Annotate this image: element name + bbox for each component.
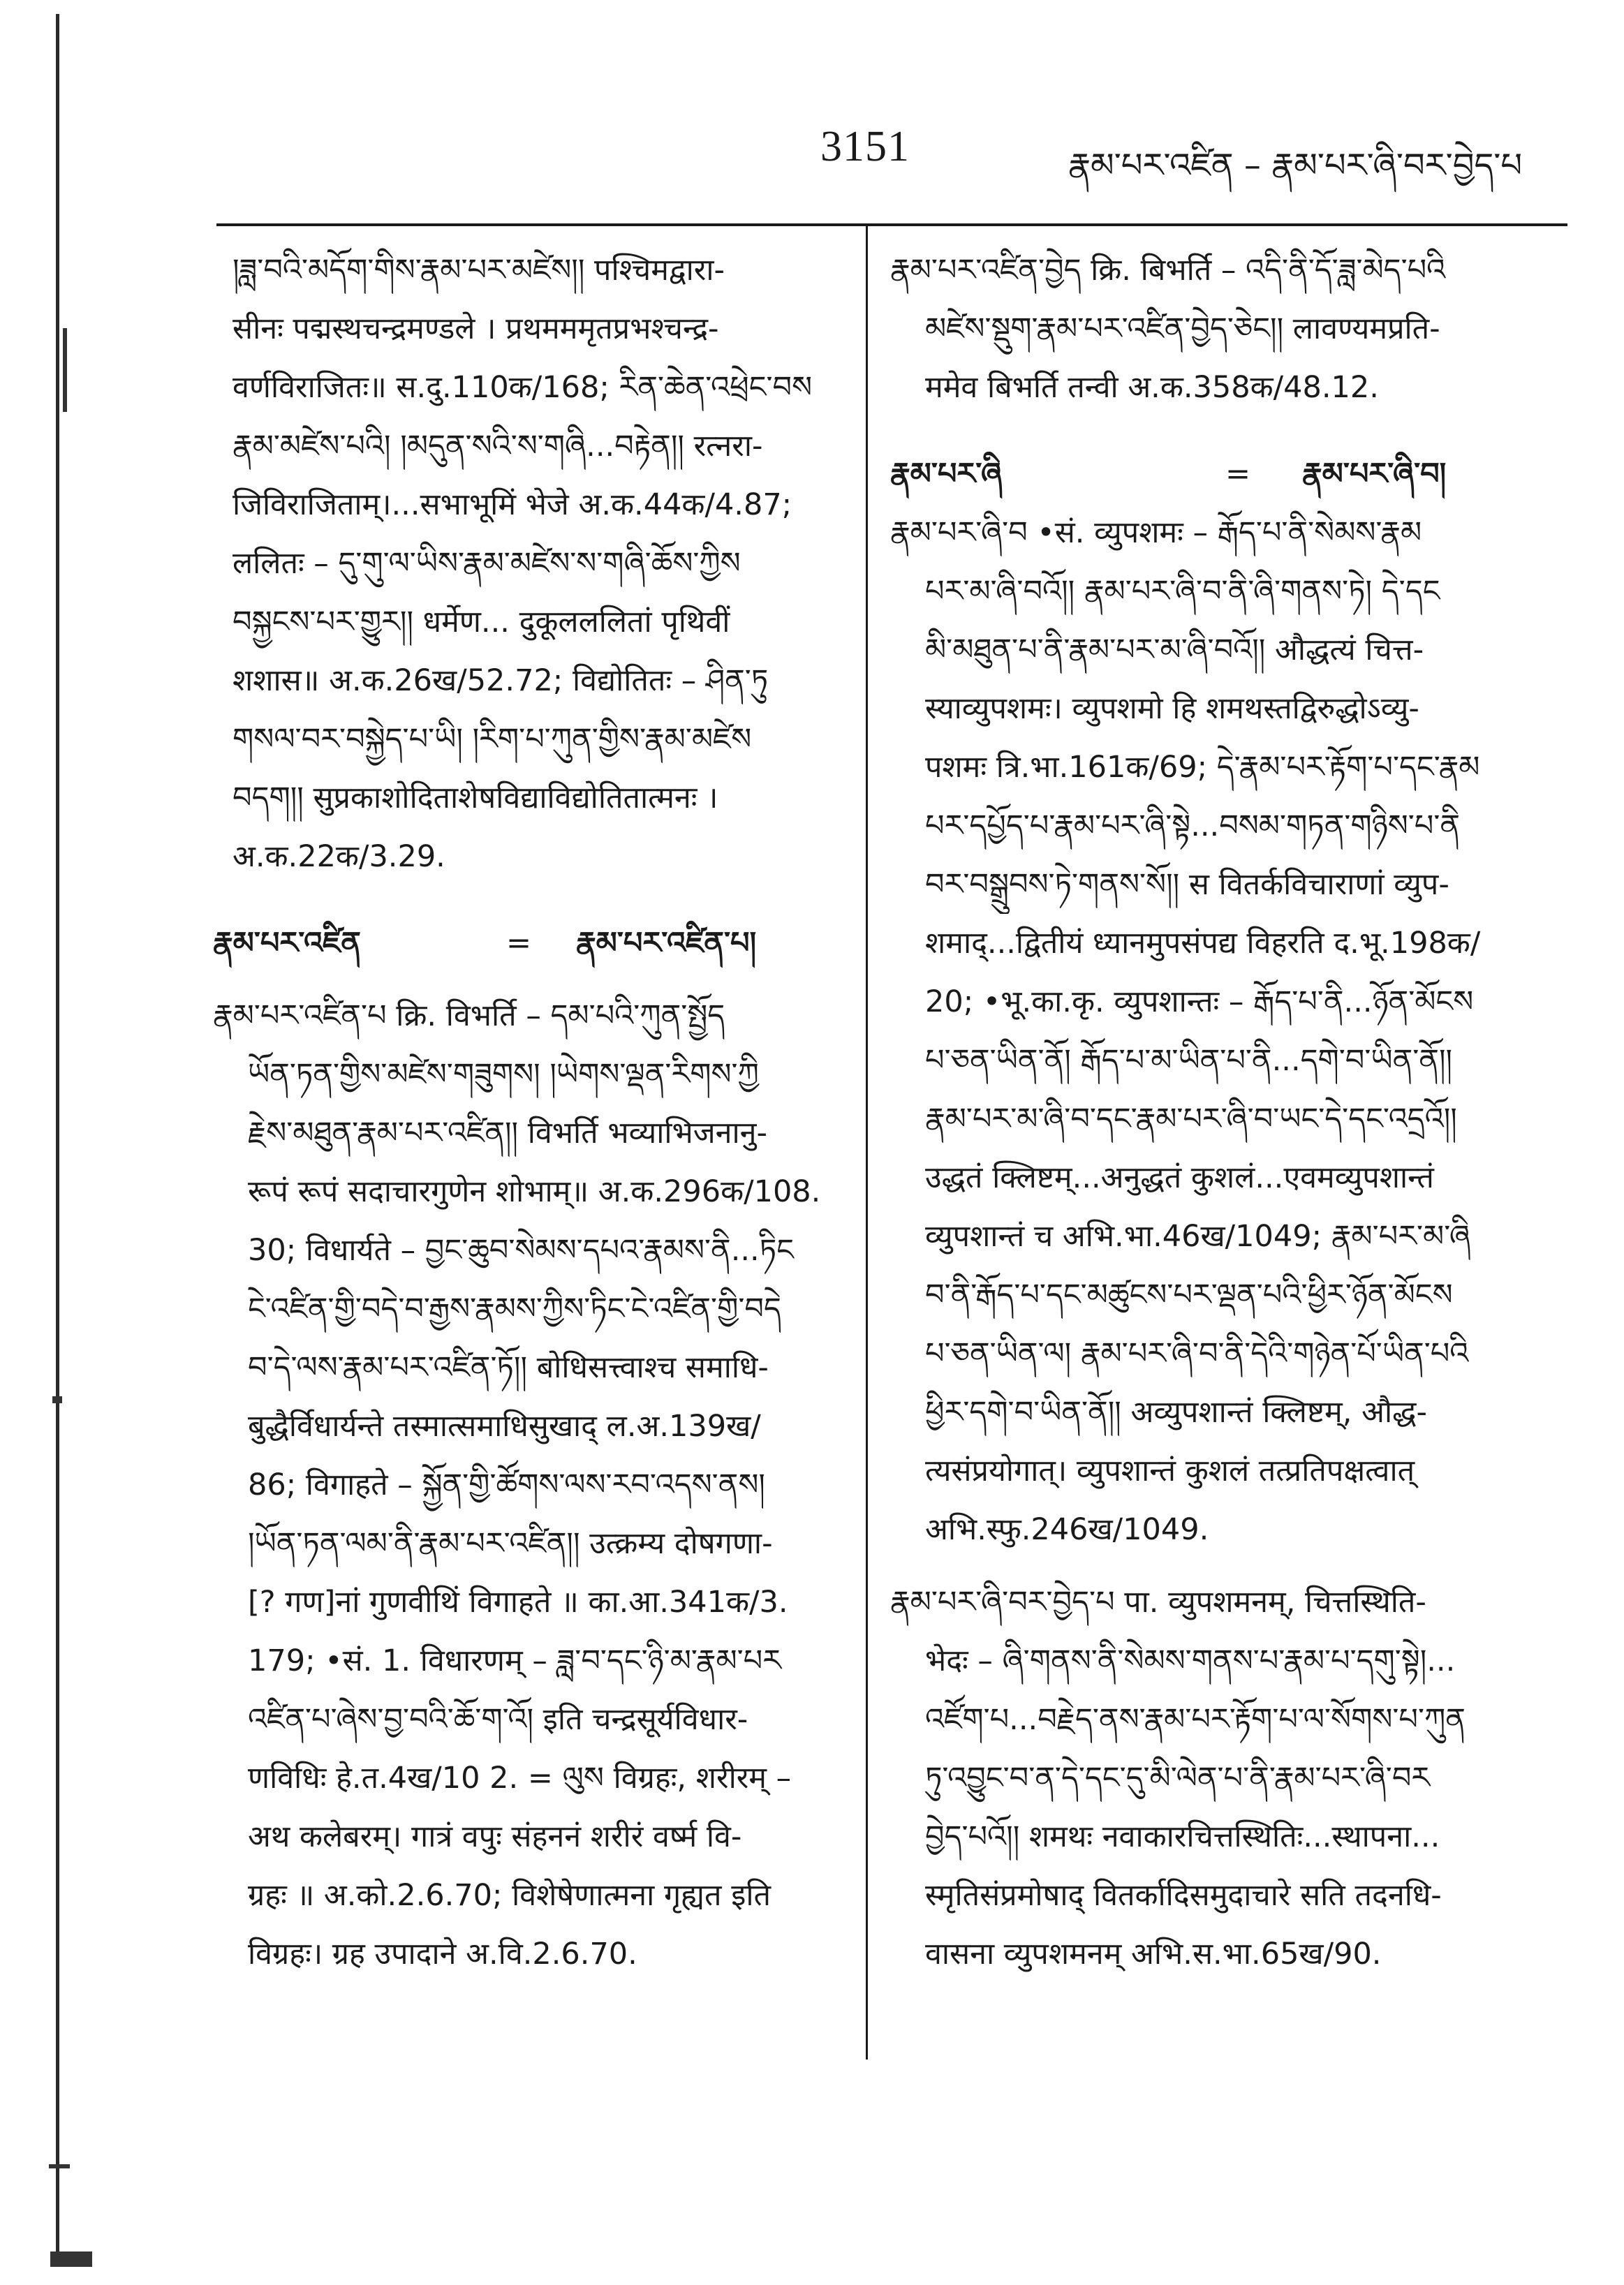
text-line: पशमः त्रि.भा.161क/69; དེ་རྣམ་པར་རྟོག་པ་དང་རྣམ <box>925 750 1480 785</box>
text-line: ཏུ་འབྱུང་བ་ན་དེ་དང་དུ་མི་ལེན་པ་ནི་རྣམ་པར་ཞི་བར <box>925 1761 1431 1796</box>
text-line: །ཟླ་བའི་མདོག་གིས་རྣམ་པར་མཛེས།། पश्चिमद्वारा- <box>232 253 725 288</box>
entry-gap <box>213 886 841 914</box>
equals-sign: = <box>506 926 532 961</box>
text-line: स्मृतिसंप्रमोषाद् वितर्कादिसमुदाचारे सति तदनधि- <box>925 1878 1442 1913</box>
text-line: རྣམ་པར་ཞི་བ •सं. व्युपशमः – རྒོད་པ་ནི་སེམས་རྣམ <box>890 515 1422 550</box>
text-line: འཛོག་པ...བརྗེད་ནས་རྣམ་པར་རྟོག་པ་ལ་སོགས་པ་ཀུན <box>925 1702 1466 1737</box>
text-line: འཛིན་པ་ཞེས་བྱ་བའི་ཆོ་ག་འོ། इति चन्द्रसूर्यविधार- <box>248 1702 748 1737</box>
scan-edge-mark <box>50 2251 92 2267</box>
text-line: །ཡོན་ཏན་ལམ་ནི་རྣམ་པར་འཛིན།། उत्क्रम्य दोषगणा- <box>248 1526 773 1561</box>
text-line: གསལ་བར་བསྐྱེད་པ་ཡི། །རིག་པ་ཀུན་གྱིས་རྣམ་མཛེས <box>232 722 752 757</box>
running-head: རྣམ་པར་འཛིན – རྣམ་པར་ཞི་བར་བྱེད་པ <box>1068 146 1523 185</box>
headword-term: རྣམ་པར་འཛིན <box>213 926 361 961</box>
text-line: པར་མ་ཞི་བའོ།། རྣམ་པར་ཞི་བ་ནི་ཞི་གནས་ཏེ། དེ་དང <box>925 574 1440 609</box>
headword-term: རྣམ་པར་ཞི <box>890 457 1003 491</box>
text-line: 179; •सं. 1. विधारणम् – ཟླ་བ་དང་ཉི་མ་རྣམ་པར <box>248 1643 782 1678</box>
entry-gap <box>213 973 841 986</box>
text-line: अभि.स्फु.246ख/1049. <box>925 1512 1209 1547</box>
text-line: བ་ནི་རྒོད་པ་དང་མཚུངས་པར་ལྡན་པའི་ཕྱིར་ཉོན་མོངས <box>925 1278 1453 1312</box>
text-line: རྗེས་མཐུན་རྣམ་པར་འཛིན།། विभर्ति भव्याभिजनानु- <box>248 1116 768 1151</box>
text-line: व्युपशान्तं च अभि.भा.46ख/1049; རྣམ་པར་མ་ཞི <box>925 1219 1471 1254</box>
text-line: རྣམ་པར་འཛིན་བྱེད क्रि. बिभर्ति – འདི་ནི་དོ་ཟླ་མེད་པའི <box>890 253 1446 288</box>
text-line: མི་མཐུན་པ་ནི་རྣམ་པར་མ་ཞི་བའོ།། औद्धत्यं चित्त- <box>925 633 1424 667</box>
text-line: ललितः – དུ་གུ་ལ་ཡིས་རྣམ་མཛེས་ས་གཞི་ཆོས་ཀྱིས <box>232 546 741 581</box>
crossref-target: རྣམ་པར་འཛིན་པ། <box>576 926 757 961</box>
header-rule <box>216 223 1567 226</box>
text-line: जिविराजिताम्।...सभाभूमिं भेजे अ.क.44क/4.87; <box>232 487 792 522</box>
text-line: ग्रहः ॥ अ.को.2.6.70; विशेषेणात्मना गृह्यत इति <box>248 1878 771 1913</box>
text-line: རྣམ་མཛེས་པའི། །མདུན་སའི་ས་གཞི...བརྟེན།། रत्नरा- <box>232 429 763 464</box>
text-line: उद्धतं क्लिष्टम्...अनुद्धतं कुशलं...एवमव्युपशान्तं <box>925 1160 1434 1195</box>
page-number: 3151 <box>820 123 910 170</box>
text-line: णविधिः हे.त.4ख/10 2. = ལུས विग्रहः, शरीरम् – <box>248 1761 792 1796</box>
text-line: 86; विगाहते – སྐྱོན་གྱི་ཚོགས་ལས་རབ་འདས་ནས། <box>248 1467 765 1502</box>
scan-edge-line <box>56 14 59 2255</box>
headword-crossref <box>213 914 841 973</box>
equals-sign: = <box>1225 457 1251 491</box>
column-divider <box>866 223 868 2060</box>
text-line: རྣམ་པར་ཞི་བར་བྱེད་པ पा. व्युपशमनम्, चित्तस्थिति- <box>890 1585 1426 1620</box>
entry-gap <box>890 1559 1571 1573</box>
text-line: ममेव बिभर्ति तन्वी अ.क.358क/48.12. <box>925 370 1379 405</box>
headword-crossref <box>890 445 1571 503</box>
text-line: བྱེད་པའོ།། शमथः नवाकारचित्तस्थितिः...स्थापना... <box>925 1819 1440 1854</box>
text-line: अथ कलेबरम्। गात्रं वपुः संहननं शरीरं वर्ष्म वि- <box>248 1819 742 1854</box>
text-line: བསྐྱངས་པར་གྱུར།། धर्मेण... दुकूलललितां पृथिवीं <box>232 605 730 639</box>
text-line: རྣམ་པར་མ་ཞི་བ་དང་རྣམ་པར་ཞི་བ་ཡང་དེ་དང་འདྲའོ།། <box>925 1102 1457 1137</box>
text-line: ཕྱིར་དགེ་བ་ཡིན་ནོ།། अव्युपशान्तं क्लिष्टम्, औद्ध- <box>925 1395 1427 1430</box>
scan-edge-mark <box>52 1396 62 1403</box>
text-line: བར་བསྒྲུབས་ཏེ་གནས་སོ།། स वितर्कविचाराणां व्युप- <box>925 867 1449 902</box>
crossref-target: རྣམ་པར་ཞི་བ། <box>1302 457 1447 491</box>
text-line: མཛེས་སྡུག་རྣམ་པར་འཛིན་བྱེད་ཅེང།། लावण्यमप्रति- <box>925 311 1440 346</box>
text-line: རྣམ་པར་འཛིན་པ क्रि. विभर्ति – དམ་པའི་ཀུན་སྤྱོད <box>213 998 725 1033</box>
text-line: सीनः पद्मस्थचन्द्रमण्डले । प्रथमममृतप्रभश्चन्द्र- <box>232 311 719 346</box>
text-line: ངེ་འཛིན་གྱི་བདེ་བ་རྒྱས་རྣམས་ཀྱིས་ཏིང་ངེ་འཛིན་གྱི་བདེ <box>248 1292 781 1326</box>
text-line: वर्णविराजितः॥ स.दु.110क/168; རིན་ཆེན་འཕྲེང་བས <box>232 370 813 405</box>
text-line: बुद्धैर्विधार्यन्ते तस्मात्समाधिसुखाद् ल.अ.139ख/ <box>248 1409 761 1444</box>
text-line: པ་ཅན་ཡིན་ལ། རྣམ་པར་ཞི་བ་ནི་དེའི་གཉེན་པོ་ཡིན་པའི <box>925 1336 1469 1371</box>
text-line: त्यसंप्रयोगात्। व्युपशान्तं कुशलं तत्प्रतिपक्षत्वात् <box>925 1454 1415 1488</box>
text-line: ཡོན་ཏན་གྱིས་མཛེས་གཟུགས། །ཡེགས་ལྡན་རིགས་ཀྱི <box>248 1057 759 1092</box>
entry-gap <box>890 417 1571 445</box>
text-line: स्याव्युपशमः। व्युपशमो हि शमथस्तद्विरुद्धोऽव्यु- <box>925 691 1419 726</box>
text-line: 20; •भू.का.कृ. व्युपशान्तः – རྒོད་པ་ནི...ཉོན་མོངས <box>925 984 1474 1019</box>
text-line: པ་ཅན་ཡིན་ནོ། རྒོད་པ་མ་ཡིན་པ་ནི...དགེ་བ་ཡིན་ནོ།། <box>925 1043 1453 1078</box>
text-line: भेदः – ཞི་གནས་ནི་སེམས་གནས་པ་རྣམ་པ་དགུ་སྟེ།... <box>925 1643 1456 1678</box>
text-line: अ.क.22क/3.29. <box>232 839 445 874</box>
text-line: བ་དེ་ལས་རྣམ་པར་འཛིན་ཏོ།། बोधिसत्त्वाश्च समाधि- <box>248 1350 769 1385</box>
right-column <box>890 241 1571 1983</box>
left-column <box>213 241 841 1983</box>
text-line: शशास॥ अ.क.26ख/52.72; विद्योतितः – ཤིན་ཏུ <box>232 663 769 698</box>
text-line: विग्रहः। ग्रह उपादाने अ.वि.2.6.70. <box>248 1937 637 1972</box>
text-line: བདག།། सुप्रकाशोदिताशेषविद्याविद्योतितात्मनः । <box>232 781 718 815</box>
text-line: 30; विधार्यते – བྱང་ཆུབ་སེམས་དཔའ་རྣམས་ནི...ཏིང <box>248 1233 794 1268</box>
scan-edge-mark <box>63 328 67 412</box>
text-line: [? गण]नां गुणवीथिं विगाहते ॥ का.आ.341क/3. <box>248 1585 788 1620</box>
text-line: वासना व्युपशमनम् अभि.स.भा.65ख/90. <box>925 1937 1382 1972</box>
text-line: པར་དཔྱོད་པ་རྣམ་པར་ཞི་སྟེ...བསམ་གཏན་གཉིས་པ་ནི <box>925 808 1461 843</box>
page-header <box>0 122 1624 185</box>
scan-edge-mark <box>49 2164 70 2168</box>
text-line: रूपं रूपं सदाचारगुणेन शोभाम्॥ अ.क.296क/108. <box>248 1174 821 1209</box>
text-line: शमाद्...द्वितीयं ध्यानमुपसंपद्य विहरति द.भू.198क/ <box>925 926 1481 961</box>
